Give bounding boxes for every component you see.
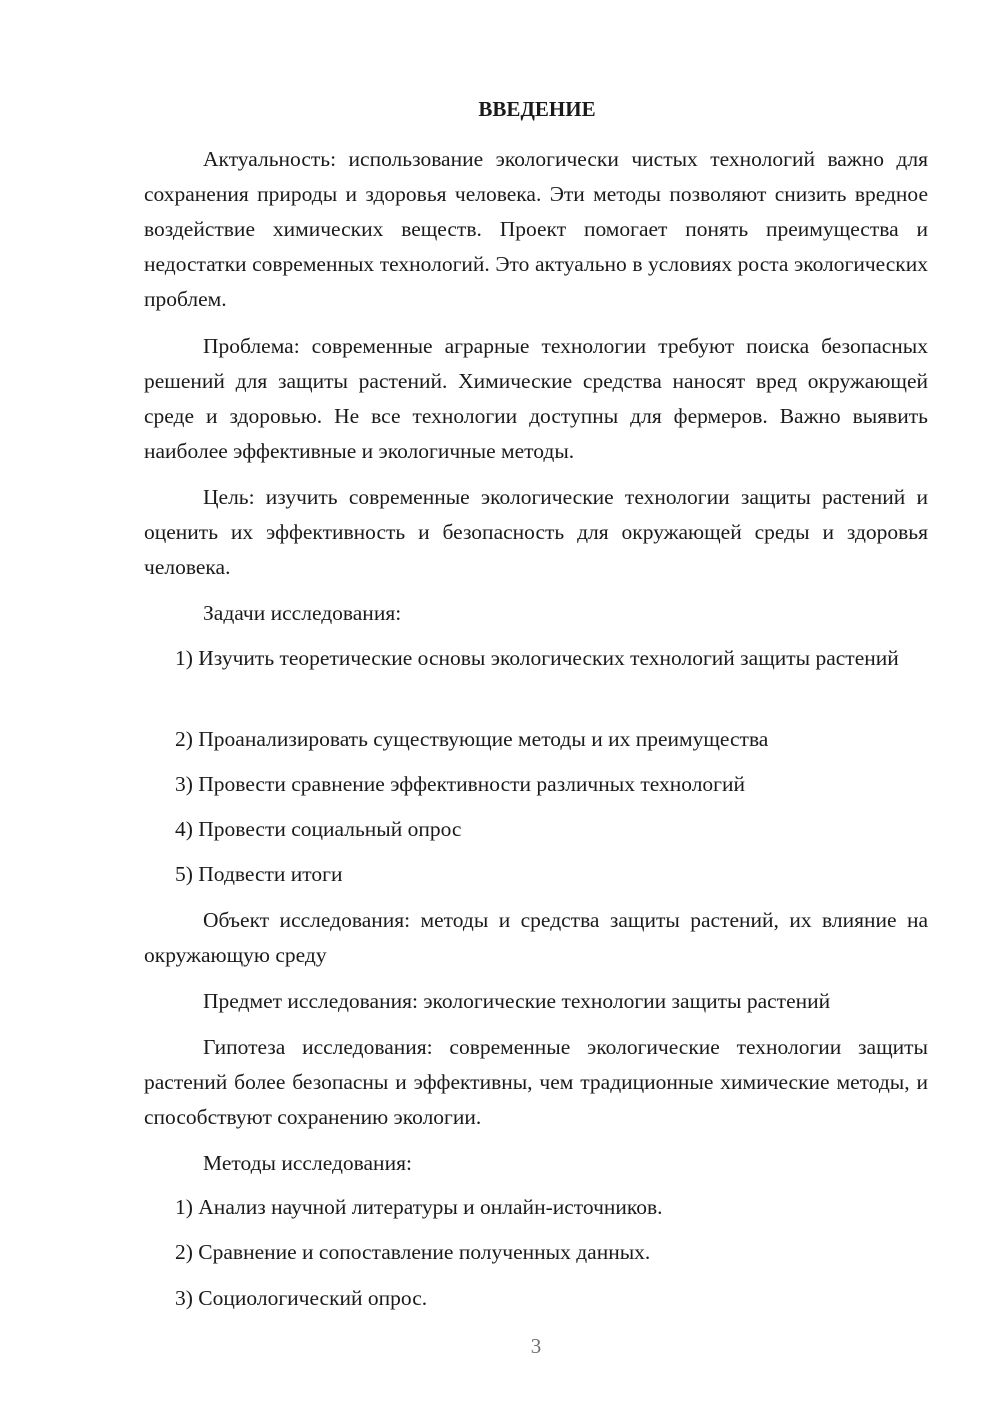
task-item: 1) Изучить теоретические основы экологических технологий защиты растений (175, 646, 899, 670)
methods-heading: Методы исследования: (203, 1151, 412, 1175)
subject-paragraph: Предмет исследования: экологические технологии защиты растений (203, 989, 831, 1013)
page-number: 3 (530, 1334, 542, 1358)
object-paragraph: Объект исследования: методы и средства защиты растений, их влияние на окружающую среду (144, 908, 928, 967)
method-item: 3) Социологический опрос. (175, 1286, 428, 1310)
method-item: 1) Анализ научной литературы и онлайн-источников. (175, 1195, 663, 1219)
problem-paragraph: Проблема: современные аграрные технологии требуют поиска безопасных решений для защиты растений. Химические средства наносят вред окружающей среде и здоровью. Не все технологии доступны для фермеров. Важно выявить наиболее эффективные и экологичные методы. (144, 334, 928, 463)
task-item: 2) Проанализировать существующие методы и их преимущества (175, 727, 769, 751)
task-item: 5) Подвести итоги (175, 862, 343, 886)
method-item: 2) Сравнение и сопоставление полученных данных. (175, 1240, 651, 1264)
page-title: ВВЕДЕНИЕ (478, 97, 596, 121)
hypothesis-paragraph: Гипотеза исследования: современные экологические технологии защиты растений более безопасны и эффективны, чем традиционные химические методы, и способствуют сохранению экологии. (144, 1035, 928, 1129)
tasks-heading: Задачи исследования: (203, 601, 402, 625)
goal-paragraph: Цель: изучить современные экологические технологии защиты растений и оценить их эффективность и безопасность для окружающей среды и здоровья человека. (144, 485, 928, 579)
relevance-paragraph: Актуальность: использование экологически чистых технологий важно для сохранения природы и здоровья человека. Эти методы позволяют снизить вредное воздействие химических веществ. Проект помогает понять преимущества и недостатки современных технологий. Это актуально в условиях роста экологических проблем. (144, 147, 928, 311)
task-item: 4) Провести социальный опрос (175, 817, 462, 841)
task-item: 3) Провести сравнение эффективности различных технологий (175, 772, 746, 796)
